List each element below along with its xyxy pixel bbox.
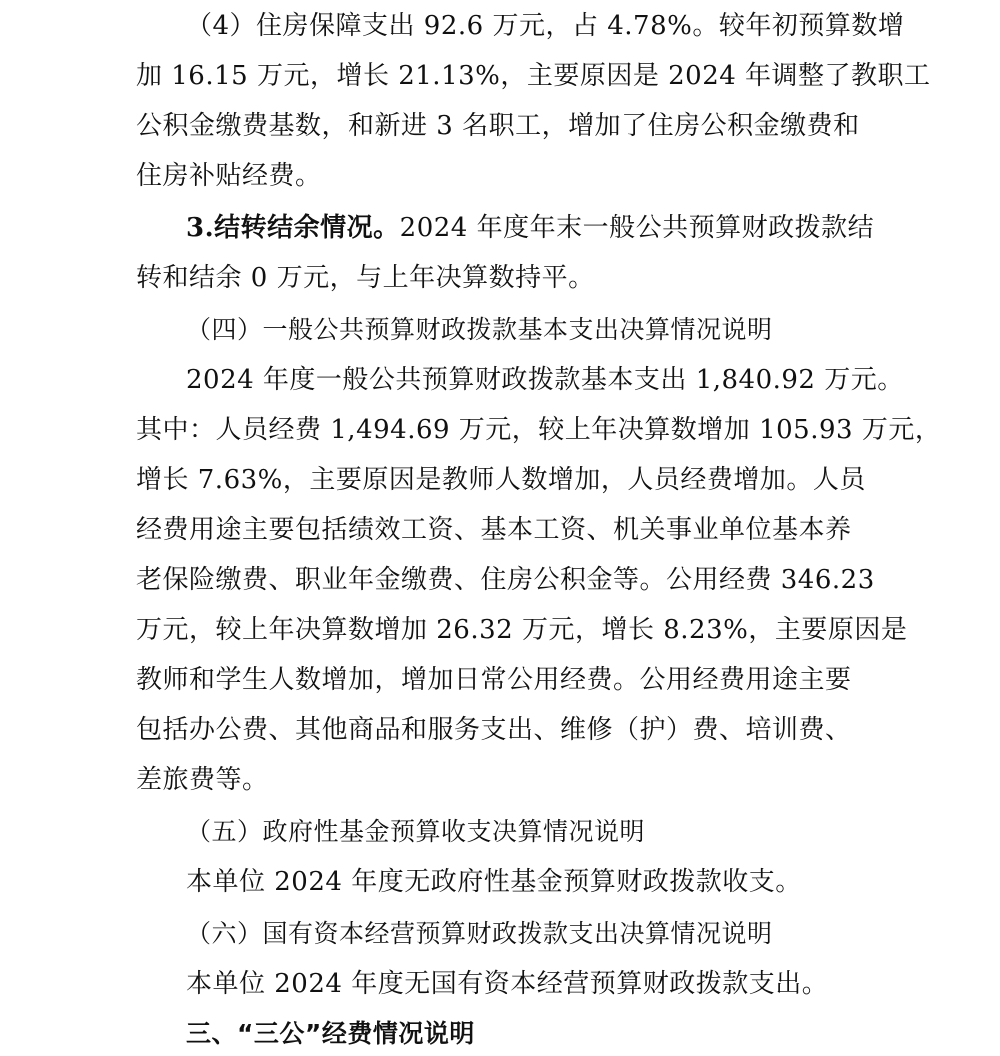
paragraph-basic-line-1: 2024 年度一般公共预算财政拨款基本支出 1,840.92 万元。 (186, 365, 904, 395)
paragraph-housing-line-3: 公积金缴费基数，和新进 3 名职工，增加了住房公积金缴费和 (136, 111, 860, 141)
section-heading-government-fund: （五）政府性基金预算收支决算情况说明 (186, 817, 646, 846)
section-heading-three-public: 三、“三公”经费情况说明 (186, 1019, 475, 1048)
paragraph-basic-line-5: 老保险缴费、职业年金缴费、住房公积金等。公用经费 346.23 (136, 565, 875, 595)
section-heading-basic-expenditure: （四）一般公共预算财政拨款基本支出决算情况说明 (186, 315, 773, 344)
paragraph-carryover-line-1 (186, 210, 874, 246)
paragraph-basic-line-6: 万元，较上年决算数增加 26.32 万元，增长 8.23%，主要原因是 (136, 615, 908, 645)
paragraph-basic-line-3: 增长 7.63%，主要原因是教师人数增加，人员经费增加。人员 (136, 465, 866, 495)
paragraph-carryover-line-2: 转和结余 0 万元，与上年决算数持平。 (136, 263, 595, 293)
paragraph-basic-line-7: 教师和学生人数增加，增加日常公用经费。公用经费用途主要 (136, 665, 852, 695)
paragraph-basic-line-2: 其中：人员经费 1,494.69 万元，较上年决算数增加 105.93 万元， (136, 415, 942, 445)
paragraph-housing-line-2: 加 16.15 万元，增长 21.13%，主要原因是 2024 年调整了教职工 (136, 61, 931, 91)
carryover-text: 2024 年度年末一般公共预算财政拨款结 (399, 213, 875, 243)
paragraph-government-fund: 本单位 2024 年度无政府性基金预算财政拨款收支。 (186, 867, 802, 897)
paragraph-basic-line-9: 差旅费等。 (136, 765, 269, 795)
section-heading-state-capital: （六）国有资本经营预算财政拨款支出决算情况说明 (186, 919, 773, 948)
paragraph-basic-line-4: 经费用途主要包括绩效工资、基本工资、机关事业单位基本养 (136, 515, 852, 545)
paragraph-state-capital: 本单位 2024 年度无国有资本经营预算财政拨款支出。 (186, 969, 829, 999)
carryover-heading: 3.结转结余情况。 (186, 213, 400, 243)
paragraph-basic-line-8: 包括办公费、其他商品和服务支出、维修（护）费、培训费、 (136, 715, 852, 745)
paragraph-housing-line-1: （4）住房保障支出 92.6 万元，占 4.78%。较年初预算数增 (186, 11, 905, 41)
paragraph-housing-line-4: 住房补贴经费。 (136, 161, 322, 191)
